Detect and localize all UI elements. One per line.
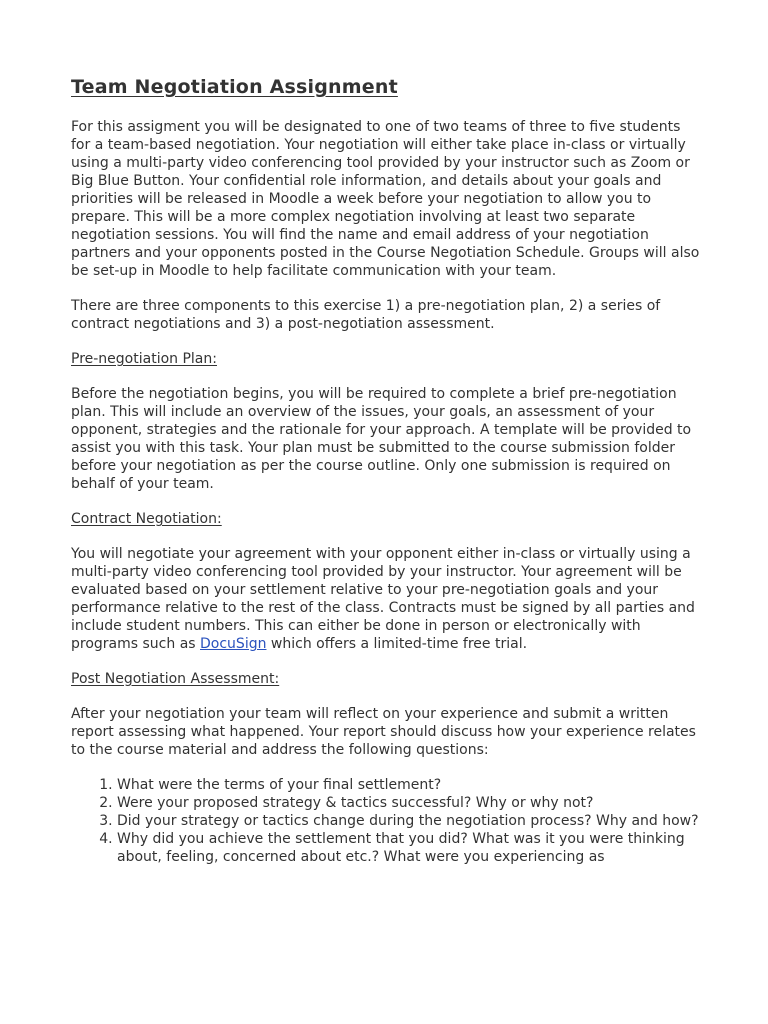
contract-negotiation-heading: Contract Negotiation: [71, 511, 222, 527]
pre-negotiation-paragraph: Before the negotiation begins, you will be required to complete a brief pre-negotiation plan. This will include an overview of the issues, your goals, an assessment of your opponent, strategies and the rationale for your approach. A template will be provided to assist you with this task. Your plan must be submitted to the course submission folder before your negotiation as per the course outline. Only one submission is required on behalf of your team. [71, 386, 692, 492]
list-item: 3. Did your strategy or tactics change during the negotiation process? Why and how? [117, 812, 701, 830]
post-negotiation-heading: Post Negotiation Assessment: [71, 671, 280, 687]
page-title: Team Negotiation Assignment [71, 76, 398, 98]
list-item: 2. Were your proposed strategy & tactics successful? Why or why not? [117, 794, 701, 812]
document-page [71, 75, 701, 866]
contract-text-before: You will negotiate your agreement with your opponent either in-class or virtually using a multi-party video conferencing tool provided by your instructor. Your agreement will be evaluated based on your settlement relative to your pre-negotiation goals and your performance relative to the rest of the class. Contracts must be signed by all parties and include student numbers. This can either be done in person or electronically with programs such as [71, 546, 695, 652]
components-paragraph: There are three components to this exercise 1) a pre-negotiation plan, 2) a series of contract negotiations and 3) a post-negotiation assessment. [71, 298, 661, 332]
list-item: 1. What were the terms of your final settlement? [117, 776, 701, 794]
docusign-link[interactable]: DocuSign [200, 636, 267, 652]
intro-paragraph: For this assigment you will be designated to one of two teams of three to five students for a team-based negotiation. Your negotiation will either take place in-class or virtually using a multi-party video conferencing tool provided by your instructor such as Zoom or Big Blue Button. Your confidential role information, and details about your goals and priorities will be released in Moodle a week before your negotiation to allow you to prepare. This will be a more complex negotiation involving at least two separate negotiation sessions. You will find the name and email address of your negotiation partners and your opponents posted in the Course Negotiation Schedule. Groups will also be set-up in Moodle to help facilitate communication with your team. [71, 119, 700, 279]
contract-negotiation-paragraph [71, 545, 701, 653]
list-item: 4. Why did you achieve the settlement that you did? What was it you were thinking about, feeling, concerned about etc.? What were you experiencing as [117, 830, 701, 866]
questions-list [71, 776, 701, 866]
contract-text-after: which offers a limited-time free trial. [266, 636, 528, 652]
pre-negotiation-heading: Pre-negotiation Plan: [71, 351, 217, 367]
post-negotiation-paragraph: After your negotiation your team will reflect on your experience and submit a written report assessing what happened. Your report should discuss how your experience relates to the course material and address the following questions: [71, 706, 696, 758]
